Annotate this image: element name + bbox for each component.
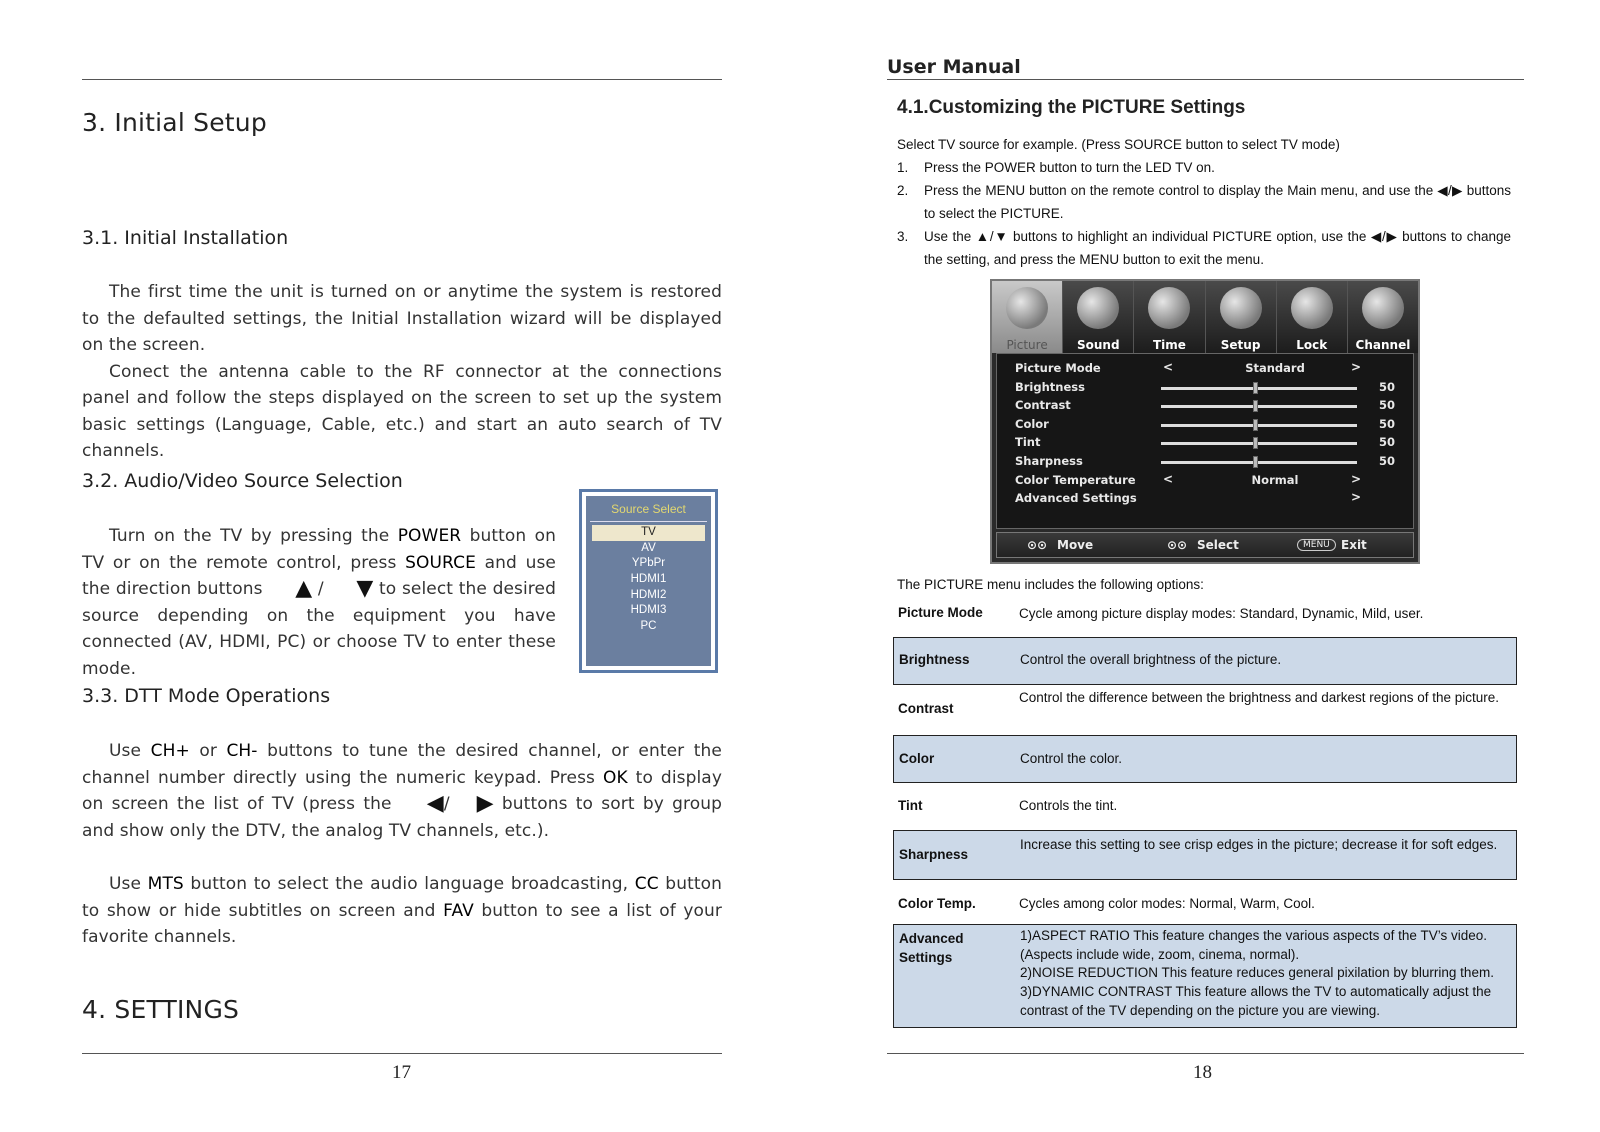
select-icon: ⊙⊙ xyxy=(1167,538,1188,552)
tv-row-contrast: Contrast 50 xyxy=(1015,398,1396,413)
source-keyword: SOURCE xyxy=(405,552,476,573)
option-picture-mode: Picture Mode Cycle among picture display modes: Standard, Dynamic, Mild, user. xyxy=(898,605,1424,621)
tv-picture-menu-screenshot xyxy=(990,279,1420,564)
slider-knob xyxy=(1253,456,1258,468)
heading-av-source: 3.2. Audio/Video Source Selection xyxy=(82,470,403,492)
tab-picture-icon: Picture xyxy=(992,281,1063,353)
source-item-hdmi2[interactable]: HDMI2 xyxy=(630,588,667,601)
move-label: Move xyxy=(1057,538,1094,552)
source-item-hdmi1[interactable]: HDMI1 xyxy=(630,573,667,586)
list-item: 1. Press the POWER button to turn the LED TV on. xyxy=(897,160,1215,175)
page-header: User Manual xyxy=(887,56,1021,78)
options-intro: The PICTURE menu includes the following options: xyxy=(897,577,1204,592)
tv-row-advanced-settings: Advanced Settings > xyxy=(1015,490,1362,506)
right-arrow-icon: ▶ xyxy=(476,791,494,816)
slider-knob xyxy=(1253,419,1258,431)
ch-plus-keyword: CH+ xyxy=(150,741,190,761)
source-select-menu xyxy=(579,489,718,673)
paragraph: Turn on the TV by pressing the POWER button on TV or on the remote control, press SOURCE and use the direction buttons ▲ / ▼ to select the desired source depending on the equipment you have connected (AV, HDMI, PC) or choose TV to enter these mode. xyxy=(82,526,556,679)
text-line: 3)DYNAMIC CONTRAST This feature allows the TV to automatically adjust the xyxy=(1020,984,1492,1000)
bottom-rule-right xyxy=(887,1053,1524,1054)
option-sharpness: Sharpness Increase this setting to see crisp edges in the picture; decrease it for soft edges. xyxy=(893,830,1517,880)
tv-row-brightness: Brightness 50 xyxy=(1015,379,1396,394)
tv-menu-panel xyxy=(996,353,1414,529)
paragraph: Use MTS button to select the audio language broadcasting, CC button to show or hide subtitles on screen and FAV button to see a list of your favorite channels. xyxy=(82,874,722,947)
picture-steps xyxy=(897,156,1511,271)
source-select-title: Source Select xyxy=(611,502,686,516)
tv-menu-footer xyxy=(996,532,1414,558)
source-item-pc[interactable]: PC xyxy=(640,620,657,633)
initial-installation-text xyxy=(82,279,722,465)
tab-channel-icon: Channel xyxy=(1348,281,1418,353)
source-list xyxy=(586,525,711,635)
list-item: 2. Press the MENU button on the remote control to display the Main menu, and use the ◀/▶ buttons to select the PICTURE. xyxy=(897,183,1511,221)
heading-initial-setup: 3. Initial Setup xyxy=(82,108,267,137)
power-keyword: POWER xyxy=(397,526,462,546)
option-color-temp: Color Temp. Cycles among color modes: Normal, Warm, Cool. xyxy=(898,896,1315,911)
heading-picture-settings: 4.1.Customizing the PICTURE Settings xyxy=(897,97,1246,118)
left-arrow-icon: < xyxy=(1163,360,1174,374)
tv-row-color-temperature: Color Temperature < Normal > xyxy=(1015,471,1362,487)
paragraph: The first time the unit is turned on or anytime the system is restored to the defaulted settings, the Initial Installation wizard will be displayed on the screen. xyxy=(82,282,722,355)
select-label: Select xyxy=(1197,538,1239,552)
tab-setup-icon: Setup xyxy=(1206,281,1277,353)
slider-knob xyxy=(1253,400,1258,412)
page-number-left: 17 xyxy=(392,1062,411,1083)
text-line: contrast of the TV depending on the picture you are viewing. xyxy=(1020,1002,1380,1018)
text-line: 2)NOISE REDUCTION This feature reduces general pixilation by blurring them. xyxy=(1020,965,1494,981)
right-arrow-icon: > xyxy=(1351,471,1362,486)
left-arrow-icon: < xyxy=(1163,471,1174,486)
tv-row-sharpness: Sharpness 50 xyxy=(1015,454,1396,468)
text-line: (Aspects include wide, zoom, cinema, normal). xyxy=(1020,946,1300,962)
right-arrow-icon: > xyxy=(1351,490,1362,505)
mts-keyword: MTS xyxy=(147,874,184,894)
tab-time-icon: Time xyxy=(1134,281,1205,353)
slider-knob xyxy=(1253,437,1258,449)
heading-dtt-mode: 3.3. DTT Mode Operations xyxy=(82,685,331,707)
source-item-hdmi3[interactable]: HDMI3 xyxy=(630,604,667,617)
av-source-text xyxy=(82,523,556,682)
dtt-text-2 xyxy=(82,871,722,951)
page-number-right: 18 xyxy=(1193,1062,1212,1083)
down-arrow-icon: ▼ xyxy=(356,576,374,601)
move-icon: ⊙⊙ xyxy=(1027,538,1048,552)
tv-row-tint: Tint 50 xyxy=(1015,435,1396,450)
top-rule-left xyxy=(82,79,722,80)
cc-keyword: CC xyxy=(634,874,659,894)
ok-keyword: OK xyxy=(602,767,628,788)
tab-lock-icon: Lock xyxy=(1277,281,1348,353)
list-item: 3. Use the ▲/▼ buttons to highlight an individual PICTURE option, use the ◀/▶ buttons to change the setting, and press the MENU button to exit the menu. xyxy=(897,229,1511,267)
paragraph: Conect the antenna cable to the RF connector at the connections panel and follow the steps displayed on the screen to set up the system basic settings (Language, Cable, etc.) and start an auto search of TV channels. xyxy=(82,361,722,461)
option-brightness: Brightness Control the overall brightness of the picture. xyxy=(893,637,1517,685)
tv-menu-tabs xyxy=(992,281,1418,353)
exit-label: Exit xyxy=(1341,538,1367,552)
ch-minus-keyword: CH- xyxy=(226,741,258,761)
picture-intro: Select TV source for example. (Press SOURCE button to select TV mode) xyxy=(897,137,1340,152)
option-color: Color Control the color. xyxy=(893,735,1517,783)
right-arrow-icon: > xyxy=(1351,360,1362,374)
dtt-text-1 xyxy=(82,738,722,844)
bottom-rule-left xyxy=(82,1053,722,1054)
option-tint: Tint Controls the tint. xyxy=(898,798,1118,813)
source-item-tv[interactable]: TV xyxy=(592,525,705,541)
heading-settings: 4. SETTINGS xyxy=(82,995,240,1024)
paragraph: Use CH+ or CH- buttons to tune the desired channel, or enter the channel number directly using the numeric keypad. Press OK to display on screen the list of TV (press the ◀/ ▶ buttons to sort by group and show only the DTV, the analog TV channels, etc.). xyxy=(82,741,722,841)
divider xyxy=(590,521,707,522)
up-arrow-icon: ▲ xyxy=(295,576,313,601)
top-rule-right xyxy=(887,79,1524,80)
source-select-panel xyxy=(586,496,711,666)
text-line: 1)ASPECT RATIO This feature changes the various aspects of the TV’s video. xyxy=(1020,928,1487,943)
left-arrow-icon: ◀ xyxy=(426,791,444,816)
tv-row-color: Color 50 xyxy=(1015,416,1396,431)
tab-sound-icon: Sound xyxy=(1063,281,1134,353)
fav-keyword: FAV xyxy=(443,900,474,921)
tv-row-picture-mode: Picture Mode < Standard > xyxy=(1015,360,1362,375)
heading-initial-installation: 3.1. Initial Installation xyxy=(82,227,289,249)
menu-key-icon: MENU xyxy=(1297,539,1336,551)
source-item-av[interactable]: AV xyxy=(641,541,656,554)
source-item-ypbpr[interactable]: YPbPr xyxy=(631,557,666,570)
option-contrast: Contrast Control the difference between the brightness and darkest regions of the picture. xyxy=(898,690,1500,716)
option-advanced-settings: Advanced Settings 1)ASPECT RATIO This feature changes the various aspects of the TV’s video. (Aspects include wide, zoom, cinema, normal). 2)NOISE REDUCTION This feature reduces general pixilation by blurring them. 3)DYNAMIC CONTRAST This feature allows the TV to automatically adjust the contrast of the TV depending on the picture you are viewing. xyxy=(893,924,1517,1028)
slider-knob xyxy=(1253,382,1258,394)
